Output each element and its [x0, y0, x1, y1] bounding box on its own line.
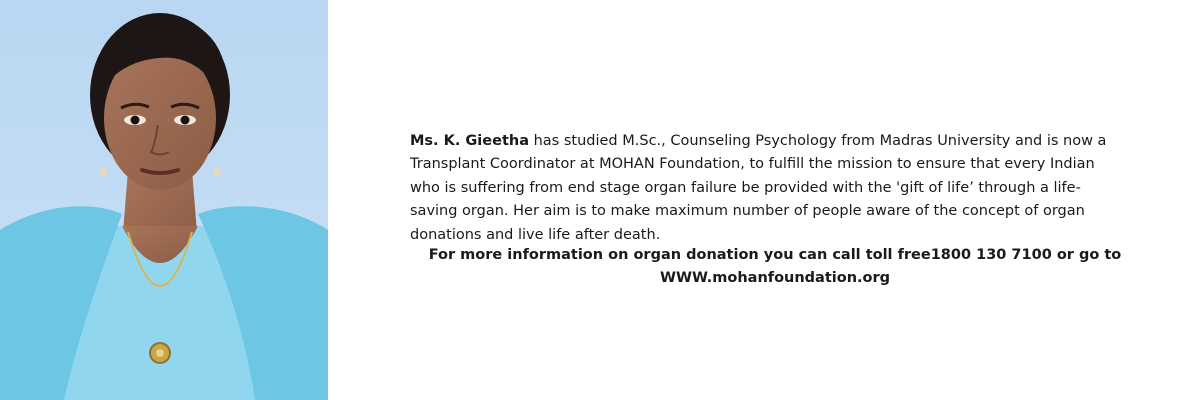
website-link[interactable]: WWW.mohanfoundation.org [659, 270, 891, 286]
contact-info [410, 244, 1140, 290]
person-name: Ms. K. Gieetha [410, 132, 529, 149]
bio-paragraph [410, 130, 1110, 248]
bio-text: has studied M.Sc., Counseling Psychology from Madras University and is now a Transplant Coordinator at MOHAN Foundation, to fulfill the mission to ensure that every Indian who is suffering from end stage organ failure be provided with the 'gift of life’ through a life-saving organ. Her aim is to make maximum number of people aware of the concept of organ donations and live life after death. [410, 132, 1107, 243]
portrait-photo [0, 0, 328, 400]
contact-line: For more information on organ donation you can call toll free1800 130 7100 or go to [428, 247, 1122, 263]
